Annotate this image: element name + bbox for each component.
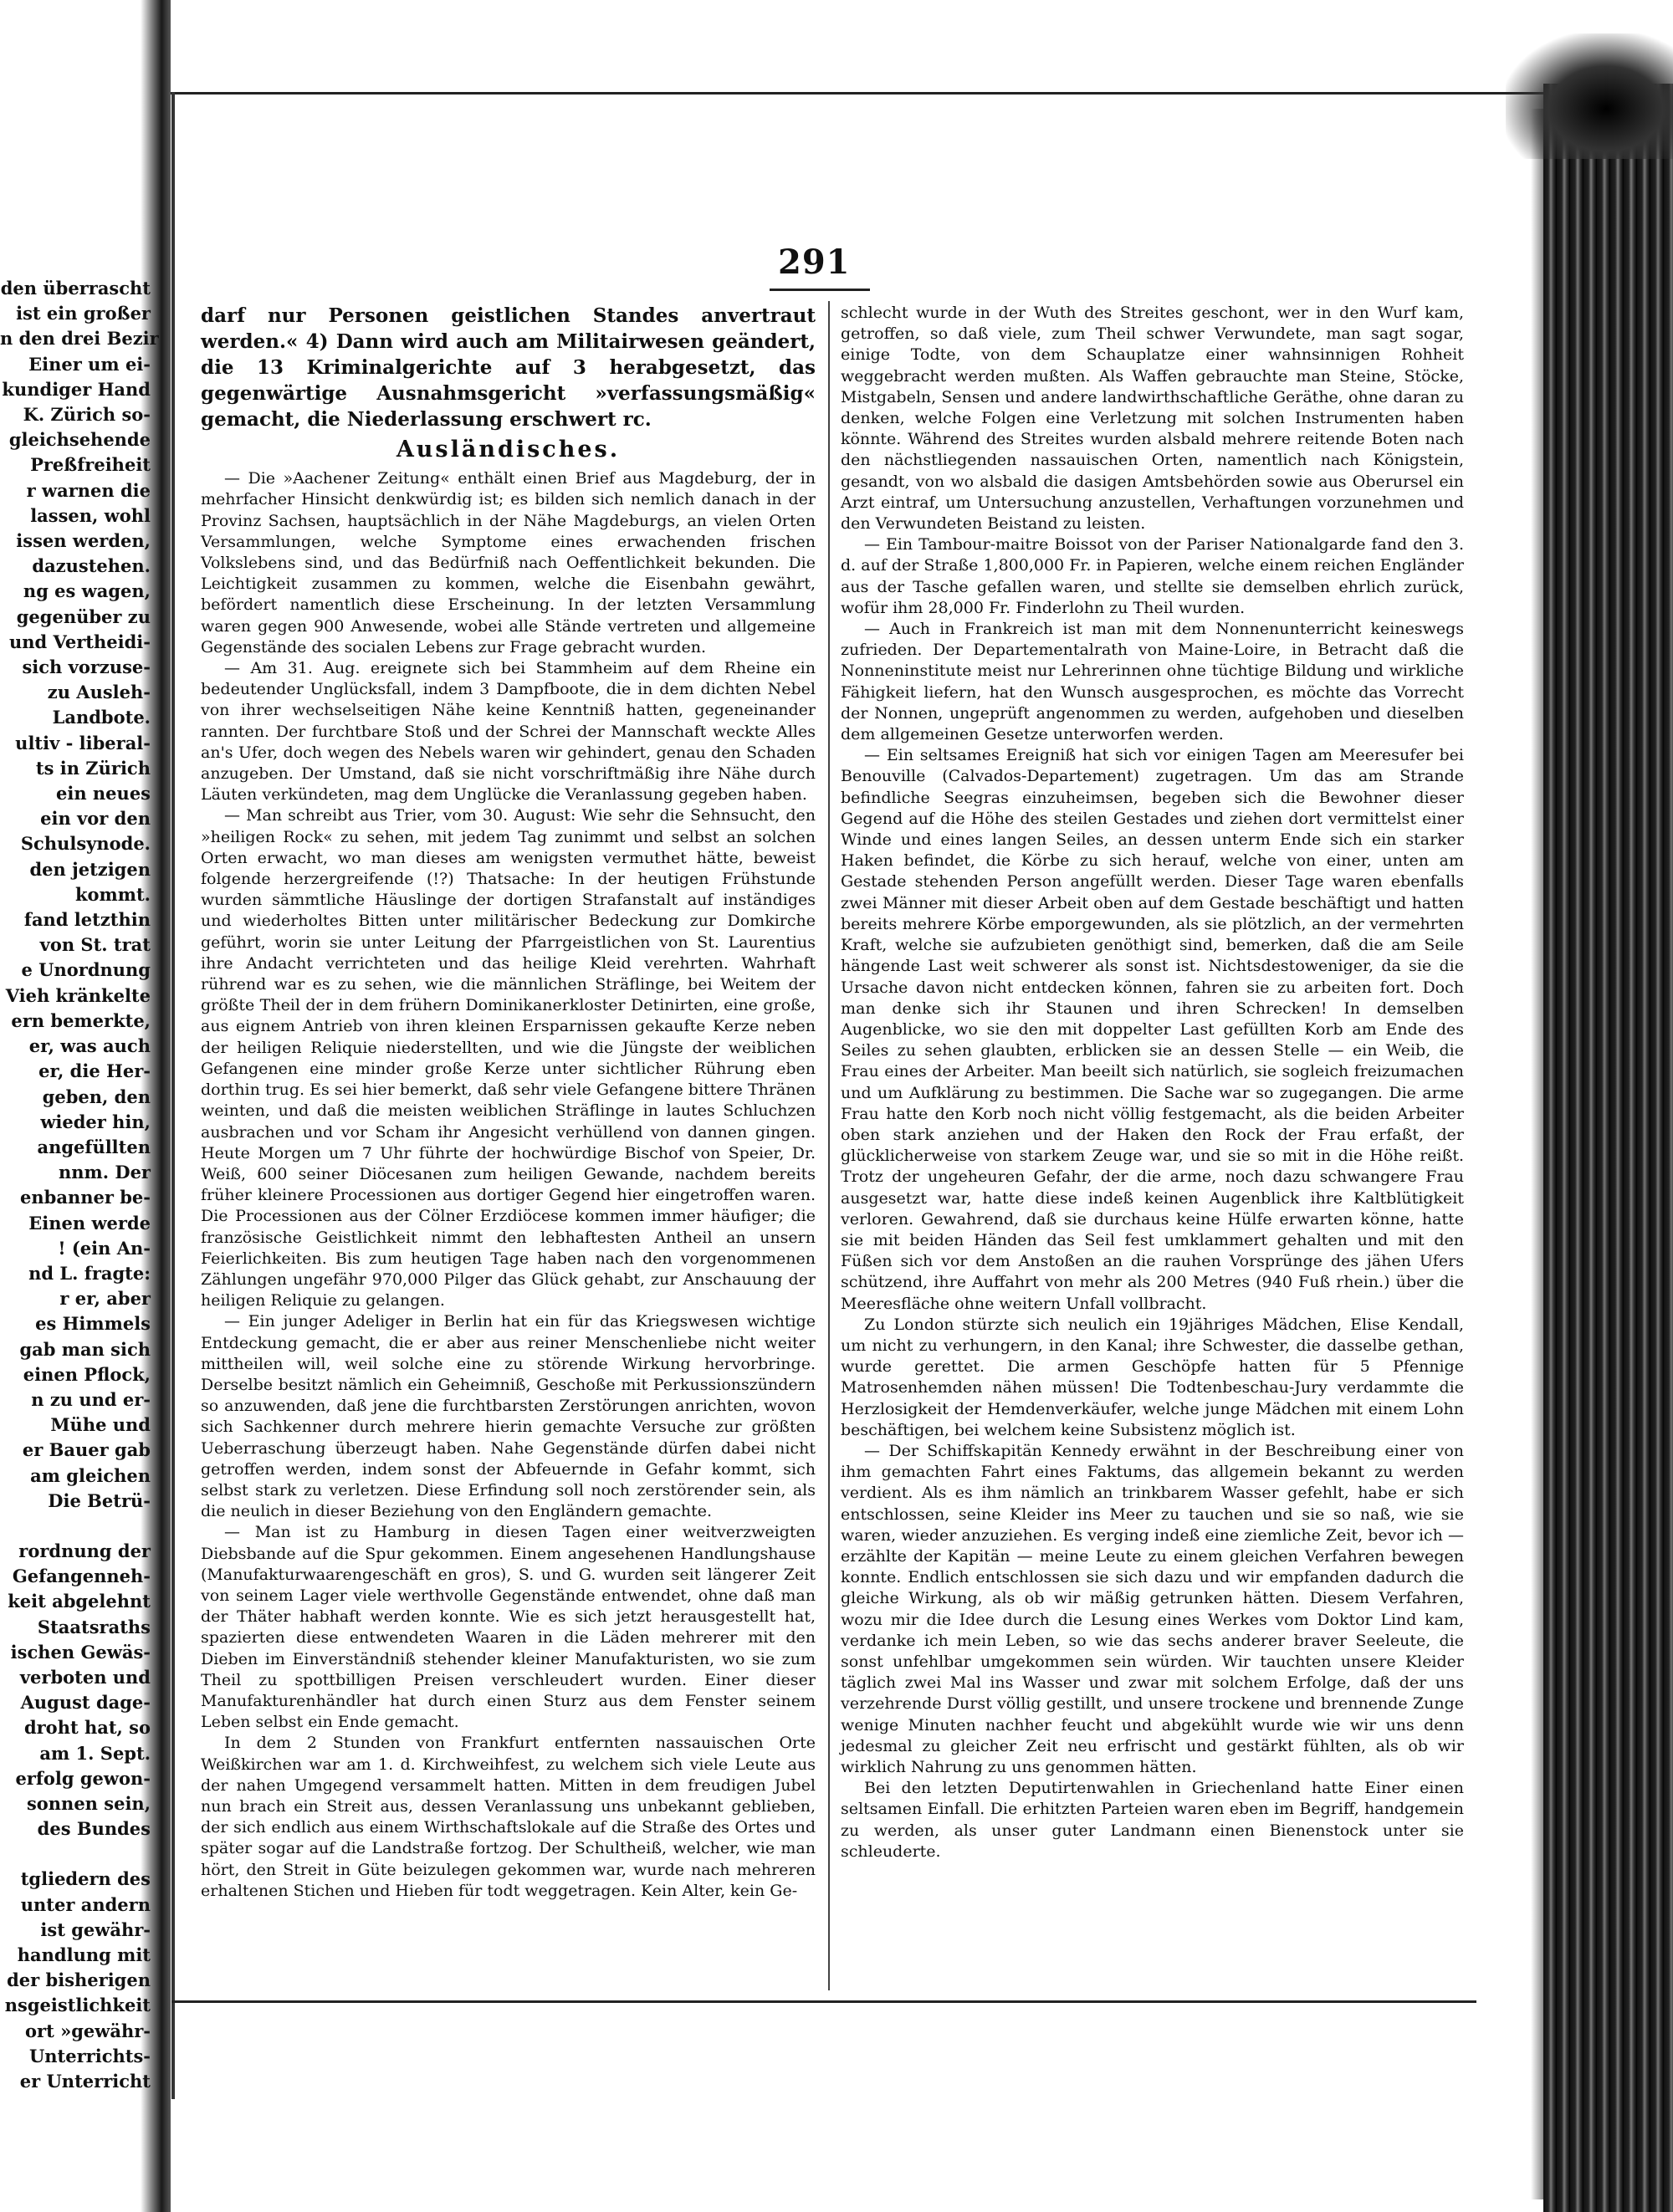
left-column: [201, 303, 816, 1902]
fragment-line: angefüllten: [37, 1136, 151, 1157]
fragment-line: ts in Zürich: [35, 757, 151, 779]
fragment-line: Preßfreiheit: [30, 454, 151, 476]
fragment-line: wieder hin,: [40, 1111, 151, 1132]
fragment-line: sich vorzuse-: [22, 656, 151, 678]
right-column: [841, 303, 1464, 1862]
page-left-edge: [171, 92, 175, 2099]
fragment-line: den jetzigen: [29, 858, 151, 880]
fragment-line: r er, aber: [59, 1288, 151, 1310]
fragment-line: fand letzthin: [23, 909, 151, 931]
fragment-line: August dage-: [20, 1692, 151, 1714]
fragment-line: er, was auch: [28, 1035, 151, 1057]
article-paragraph: — Ein Tambour-maitre Boissot von der Pariser Nationalgarde fand den 3. d. auf der Straße 1,800,000 Fr. in Papieren, welche einem reichen Engländer aus der Tasche gefallen waren, und stellte sie demselben ehrlich zurück, wofür ihm 28,000 Fr. Finderlohn zu Theil wurden.: [841, 535, 1464, 617]
fragment-line: am gleichen: [30, 1464, 151, 1486]
article-paragraph: Bei den letzten Deputirtenwahlen in Griechenland hatte Einer einen seltsamen Einfall. Die erhitzten Parteien waren eben im Begriff, handgemein zu werden, als unser guter Landmann einen Bienenstock unter sie schleuderte.: [841, 1779, 1464, 1861]
fragment-line: kundiger Hand: [2, 378, 151, 400]
page-number-rule: [770, 289, 870, 291]
fragment-line: r warnen die: [26, 479, 151, 501]
fragment-line: Schulsynode.: [20, 833, 151, 855]
fragment-line: sonnen sein,: [26, 1792, 151, 1814]
fragment-line: geben, den: [42, 1086, 151, 1107]
fragment-line: ort »gewähr-: [25, 2020, 151, 2041]
article-paragraph: — Ein seltsames Ereigniß hat sich vor einigen Tagen am Meeresufer bei Benouville (Calvados-Departement) zugetragen. Um das am Strande befindliche Seegras einzuheimsen, begeben sich die Bewohner dieser Gegend auf die Höhe des steilen Gestades und ziehen dort vermittelst einer Winde und eines langen Seiles, an dessen unterm Ende sich ein starker Haken befindet, die Körbe zu sich herauf, welche von einer, unten am Gestade stehenden Person angefüllt werden. Dieser Tage waren ebenfalls zwei Männer mit dieser Arbeit oben auf dem Gestade beschäftigt und hatten bereits mehrere Körbe emporgewunden, als sie plötzlich, an der vermehrten Kraft, welche sie aufzubieten genöthigt sind, bemerken, daß die am Seile hängende Last weit schwerer als sonst ist. Nichtsdestoweniger, da sie die Ursache davon nicht entdecken können, fahren sie zu arbeiten fort. Doch man denke sich ihr Staunen und ihren Schrecken! In demselben Augenblicke, wo sie den mit doppelter Last gefüllten Korb am Ende des Seiles zu sehen glaubten, erblicken sie an dessen Stelle — ein Weib, die Frau eines der Arbeiter. Man beeilt sich natürlich, sie sogleich freizumachen und um Aufklärung zu bestimmen. Die Sache war so zugegangen. Die arme Frau hatte den Korb noch nicht völlig festgemacht, als die beiden Arbeiter oben stark anziehen und der Haken den Rock der Frau erfaßt, der glücklicherweise von starkem Zeuge war, und sie so mit in die Höhe reißt. Trotz der ungeheuren Gefahr, der die arme, noch dazu schwangere Frau ausgesetzt war, hatte diese indeß keinen Augenblick ihre Kaltblütigkeit verloren. Gewahrend, daß sie durchaus keine Hülfe erwarten könne, hatte sie mit beiden Händen das Seil fest umklammert gehalten und mit den Füßen sich vor dem Anstoßen an die rauhen Vorsprünge des jähen Ufers schützend, ihre Auffahrt von mehr als 200 Metres (940 Fuß rhein.) über die Meeresfläche ohne weitern Unfall vollbracht.: [841, 746, 1464, 1313]
fragment-line: es Himmels: [35, 1313, 151, 1335]
fragment-line: des Bundes: [37, 1818, 151, 1840]
fragment-line: Vieh kränkelte: [5, 984, 151, 1006]
fragment-line: er Bauer gab: [22, 1439, 151, 1461]
fragment-line: von St. trat: [39, 934, 151, 956]
fragment-line: Landbote.: [52, 707, 151, 728]
article-paragraph: schlecht wurde in der Wuth des Streites geschont, wer in den Wurf kam, getroffen, so daß viele, zum Theil schwer Verwundete, man sagt sogar, einige Todte, von dem Schauplatze einer wahnsinnigen Rohheit weggebracht werden mußten. Als Waffen gebrauchte man Steine, Stöcke, Mistgabeln, Sensen und andere landwirthschaftliche Geräthe, ohne daran zu denken, welche Folgen eine Verletzung mit solchen Instrumenten haben könnte. Während des Streites wurden alsbald mehrere reitende Boten nach den nächstliegenden nassauischen Orten, namentlich nach Königstein, gesandt, von wo alsbald die dasigen Amtsbehörden sowie aus Oberursel ein Arzt eintraf, um Untersuchung anzustellen, Verhaftungen vorzunehmen und den Verwundeten Beistand zu leisten.: [841, 304, 1464, 534]
fragment-gap: [0, 1842, 151, 1867]
fragment-line: gab man sich: [19, 1338, 151, 1360]
fragment-line: issen werden,: [16, 530, 151, 552]
fragment-line: n den drei Bezir: [0, 328, 159, 350]
article-paragraph: — Am 31. Aug. ereignete sich bei Stammheim auf dem Rheine ein bedeutender Unglücksfall, indem 3 Dampfboote, die in dem dichten Nebel von ihrer wechselseitigen Nähe keine Kenntniß hatten, gegeneinander rannten. Der furchtbare Stoß und der Schrei der Mannschaft weckte Alles an's Ufer, doch wegen des Nebels waren wir gehindert, genau den Schaden anzugeben. Der Umstand, daß sie nicht vorschriftmäßig ihre Nähe durch Läuten verkündeten, mag dem Unglücke die Veranlassung gegeben haben.: [201, 659, 816, 805]
book-page-stack-edge: [1543, 84, 1673, 2212]
article-paragraph: — Man ist zu Hamburg in diesen Tagen einer weitverzweigten Diebsbande auf die Spur gekommen. Einem angesehenen Handlungshause (Manufakturwaarengeschäft en gros), S. und G. wurden seit längerer Zeit von seinem Lager viele werthvolle Gegenstände entwendet, ohne daß man der Thäter habhaft werden konnte. Wie es sich jetzt herausgestellt hat, spazierten diese entwendeten Waaren in die Läden mehrerer mit den Dieben im Einverständniß stehender kleiner Manufakturisten, wo sie zum Theil zu spottbilligen Preisen verschleudert wurden. Einer dieser Manufakturenhändler hat durch einen Sturz aus dem Fenster seinem Leben selbst ein Ende gemacht.: [201, 1523, 816, 1732]
fragment-line: gleichsehende: [8, 429, 151, 451]
article-paragraph: — Der Schiffskapitän Kennedy erwähnt in der Beschreibung einer von ihm gemachten Fahrt eines Faktums, das allgemein bekannt zu werden verdient. Als es ihm nämlich an trinkbarem Wasser gefehlt, habe er sich entschlossen, seine Kleider ins Meer zu tauchen und sie so naß, wie sie waren, wieder anzuziehen. Es verging indeß eine ziemliche Zeit, bevor ich — erzählte der Kapitän — meine Leute zu einem gleichen Verfahren bewegen konnte. Endlich entschlossen sie sich dazu und wir empfanden dadurch die gleiche Wirkung, als ob wir mäßig getrunken hätten. Diesem Verfahren, wozu mir die Idee durch die Lesung eines Werkes vom Doktor Lind kam, verdanke ich mein Leben, so wie das sechs anderer braver Seeleute, die sonst unfehlbar umgekommen sein würden. Wir tauchten unsere Kleider täglich zwei Mal ins Wasser und zwar mit solchem Erfolge, daß der uns verzehrende Durst völlig gestillt, und unsere trockene und brennende Zunge wenige Minuten nachher feucht und abgekühlt wurde wie wir uns denn jedesmal zu gleicher Zeit neu erfrischt und gestärkt fühlten, als ob wir wirklich Nahrung zu uns genommen hätten.: [841, 1441, 1464, 1777]
fragment-line: tgliedern des: [20, 1868, 151, 1890]
fragment-line: ein vor den: [40, 808, 151, 830]
fragment-line: rordnung der: [18, 1540, 151, 1561]
article-paragraph: Zu London stürzte sich neulich ein 19jähriges Mädchen, Elise Kendall, um nicht zu verhungern, in den Kanal; ihre Schwester, die dasselbe gethan, wurde gerettet. Die armen Geschöpfe hatten für 5 Pfennige Matrosenhemden nähen müssen! Die Todtenbeschau-Jury verdammte die Herzlosigkeit der Hemdenverkäufer, welche junge Mädchen mit einem Lohn beschäftigen, bei welchem keine Subsistenz möglich ist.: [841, 1315, 1464, 1439]
previous-page-fragment: [0, 276, 159, 2092]
scan-shadow: [1506, 33, 1673, 159]
fragment-line: einen Pflock,: [23, 1363, 151, 1385]
fragment-line: Einer um ei-: [28, 353, 151, 375]
fragment-line: dazustehen.: [32, 555, 151, 577]
fragment-line: er, die Her-: [38, 1060, 151, 1082]
fragment-line: ng es wagen,: [23, 580, 151, 602]
fragment-line: e Unordnung: [21, 959, 151, 981]
fragment-line: droht hat, so: [23, 1717, 151, 1739]
article-paragraph: — Die »Aachener Zeitung« enthält einen Brief aus Magdeburg, der in mehrfacher Hinsicht denkwürdig ist; es bilden sich nemlich danach in der Provinz Sachsen, hauptsächlich in der Nähe Magdeburgs, an vielen Orten Versammlungen, welche Symptome eines erwachenden frischen Volkslebens sind, und das Bedürfniß nach Oeffentlichkeit bekunden. Die Leichtigkeit zusammen zu kommen, welche die Eisenbahn gewährt, befördert namentlich diese Erscheinung. In der letzten Versammlung waren gegen 900 Anwesende, wobei alle Stände vertreten und allgemeine Gegenstände des socialen Lebens zur Frage gebracht wurden.: [201, 469, 816, 656]
section-heading: Ausländisches.: [396, 437, 621, 462]
fragment-line: den überrascht: [0, 278, 151, 299]
fragment-line: Staatsraths: [37, 1616, 151, 1637]
fragment-line: der bisherigen: [7, 1969, 151, 1991]
page-bottom-rule: [171, 2000, 1476, 2003]
article-paragraph: — Auch in Frankreich ist man mit dem Nonnenunterricht keineswegs zufrieden. Der Departementalrath von Maine-Loire, in Betracht daß die Nonneninstitute meist nur Lehrerinnen ohne tüchtige Bildung und wirkliche Fähigkeit liefern, hat den Wunsch ausgesprochen, es möchte das Vorrecht der Nonnen, ungeprüft angenommen zu werden, aufgehoben und dieselben dem allgemeinen Gesetze unterworfen werden.: [841, 620, 1464, 744]
fragment-line: nsgeistlichkeit: [4, 1995, 151, 2016]
continuation-paragraph: darf nur Personen geistlichen Standes anvertraut werden.« 4) Dann wird auch am Militairwesen geändert, die 13 Kriminalgerichte auf 3 herabgesetzt, das gegenwärtige Ausnahmsgericht »verfassungsmäßig« gemacht, die Niederlassung erschwert rc.: [201, 304, 816, 431]
fragment-line: ist ein großer: [16, 303, 151, 324]
fragment-line: er Unterricht: [19, 2071, 151, 2092]
fragment-line: nnm. Der: [58, 1162, 151, 1183]
fragment-line: ultiv - liberal-: [15, 732, 151, 754]
page-top-margin: [171, 0, 1559, 95]
fragment-line: enbanner be-: [20, 1187, 151, 1208]
column-divider: [828, 301, 830, 1990]
fragment-line: n zu und er-: [31, 1388, 151, 1410]
article-paragraph: In dem 2 Stunden von Frankfurt entfernten nassauischen Orte Weißkirchen war am 1. d. Kirchweihfest, zu welchem sich viele Leute aus der nahen Umgegend versammelt hatten. Mitten in dem freudigen Jubel nun brach ein Streit aus, dessen Veranlassung uns unbekannt geblieben, der sich endlich aus einem Wirthschaftslokale auf die Straße des Ortes und später sogar auf die Landstraße fortzog. Der Schultheiß, welcher, wie man hört, den Streit in Güte beizulegen gekommen war, wurde nach mehreren erhaltenen Stichen und Hieben für todt weggetragen. Kein Alter, kein Ge-: [201, 1734, 816, 1900]
fragment-line: nd L. fragte:: [28, 1262, 151, 1284]
fragment-line: ! (ein An-: [58, 1237, 151, 1259]
fragment-line: ist gewähr-: [40, 1918, 151, 1940]
fragment-line: ein neues: [56, 783, 151, 805]
fragment-line: ischen Gewäs-: [10, 1641, 151, 1663]
fragment-line: Einen werde: [28, 1212, 151, 1234]
fragment-line: kommt.: [74, 883, 151, 905]
fragment-line: ern bemerkte,: [11, 1009, 151, 1031]
fragment-line: Gefangenneh-: [12, 1566, 151, 1587]
fragment-line: und Vertheidi-: [8, 631, 151, 652]
fragment-line: gegenüber zu: [16, 605, 151, 627]
fragment-line: erfolg gewon-: [15, 1767, 151, 1789]
fragment-line: lassen, wohl: [30, 504, 151, 526]
fragment-line: Mühe und: [50, 1414, 151, 1436]
fragment-line: unter andern: [20, 1893, 151, 1915]
fragment-line: am 1. Sept.: [39, 1742, 151, 1764]
page-number: 291: [778, 243, 851, 282]
fragment-line: Unterrichts-: [28, 2045, 151, 2066]
fragment-line: zu Ausleh-: [47, 682, 151, 703]
article-paragraph: — Ein junger Adeliger in Berlin hat ein für das Kriegswesen wichtige Entdeckung gemacht, die er aber aus reiner Menschenliebe nicht weiter mittheilen will, weil solche eine zu störende Wirkung hervorbringe. Derselbe besitzt nämlich ein Geheimniß, Geschoße mit Perkussionszündern so anzuwenden, daß jene die furchtbarsten Zerstörungen anrichten, wovon sich Sachkenner durch mehrere hierin gemachte Versuche zur größten Ueberraschung überzeugt haben. Nahe Gegenstände dürfen dabei nicht getroffen werden, indem sonst der Abfeuernde in Gefahr kommt, sich selbst stark zu verletzen. Diese Erfindung soll noch zerstörender sein, als die neulich in dieser Beziehung von den Engländern gemachte.: [201, 1312, 816, 1521]
fragment-gap: [0, 1514, 151, 1539]
fragment-line: keit abgelehnt: [8, 1591, 151, 1612]
fragment-line: K. Zürich so-: [23, 404, 151, 426]
fragment-line: Die Betrü-: [48, 1489, 151, 1511]
fragment-line: verboten und: [19, 1666, 151, 1688]
article-paragraph: — Man schreibt aus Trier, vom 30. August: Wie sehr die Sehnsucht, den »heiligen Rock« zu sehen, mit jedem Tag zunimmt und selbst an solchen Orten erwacht, wo man dieses am wenigsten vermuthet hätte, beweist folgende herzergreifende (!?) Thatsache: In der heutigen Frühstunde wurden sämmtliche Häuslinge der dortigen Strafanstalt auf inständiges und wiederholtes Bitten unter militärischer Bedeckung zur Domkirche geführt, worin sie unter Leitung der Pfarrgeistlichen von St. Laurentius ihre Andacht verrichteten und das heilige Kleid verehrten. Wahrhaft rührend war es zu sehen, wie die männlichen Sträflinge, bei Weitem der größte Theil der in dem frühern Dominikanerkloster Detinirten, eine große, aus eignem Antrieb von ihren kleinen Ersparnissen gekaufte Kerze neben der heiligen Reliquie niederstellten, und wie die Jüngste der weiblichen Gefangenen eine minder große Kerze unter sichtlicher Rührung eben dorthin trug. Es sei hier bemerkt, daß sehr viele Gefangene bittere Thränen weinten, und daß die meisten weiblichen Sträflinge in lautes Schluchzen ausbrachen und vor Scham ihr Angesicht verhüllend von dannen gingen. Heute Morgen um 7 Uhr führte der hochwürdige Bischof von Speier, Dr. Weiß, 600 seiner Diöcesanen zum heiligen Gewande, nachdem bereits früher kleinere Processionen aus dortiger Gegend hier eingetroffen waren. Die Processionen aus der Cölner Erzdiöcese kommen immer häufiger; die französische Geistlichkeit nimmt den lebhaftesten Antheil an unsern Feierlichkeiten. Bis zum heutigen Tage haben nach den vorgenommenen Zählungen ungefähr 970,000 Pilger das Glück gehabt, zur Anschauung der heiligen Reliquie zu gelangen.: [201, 806, 816, 1310]
fragment-line: handlung mit: [17, 1944, 151, 1965]
